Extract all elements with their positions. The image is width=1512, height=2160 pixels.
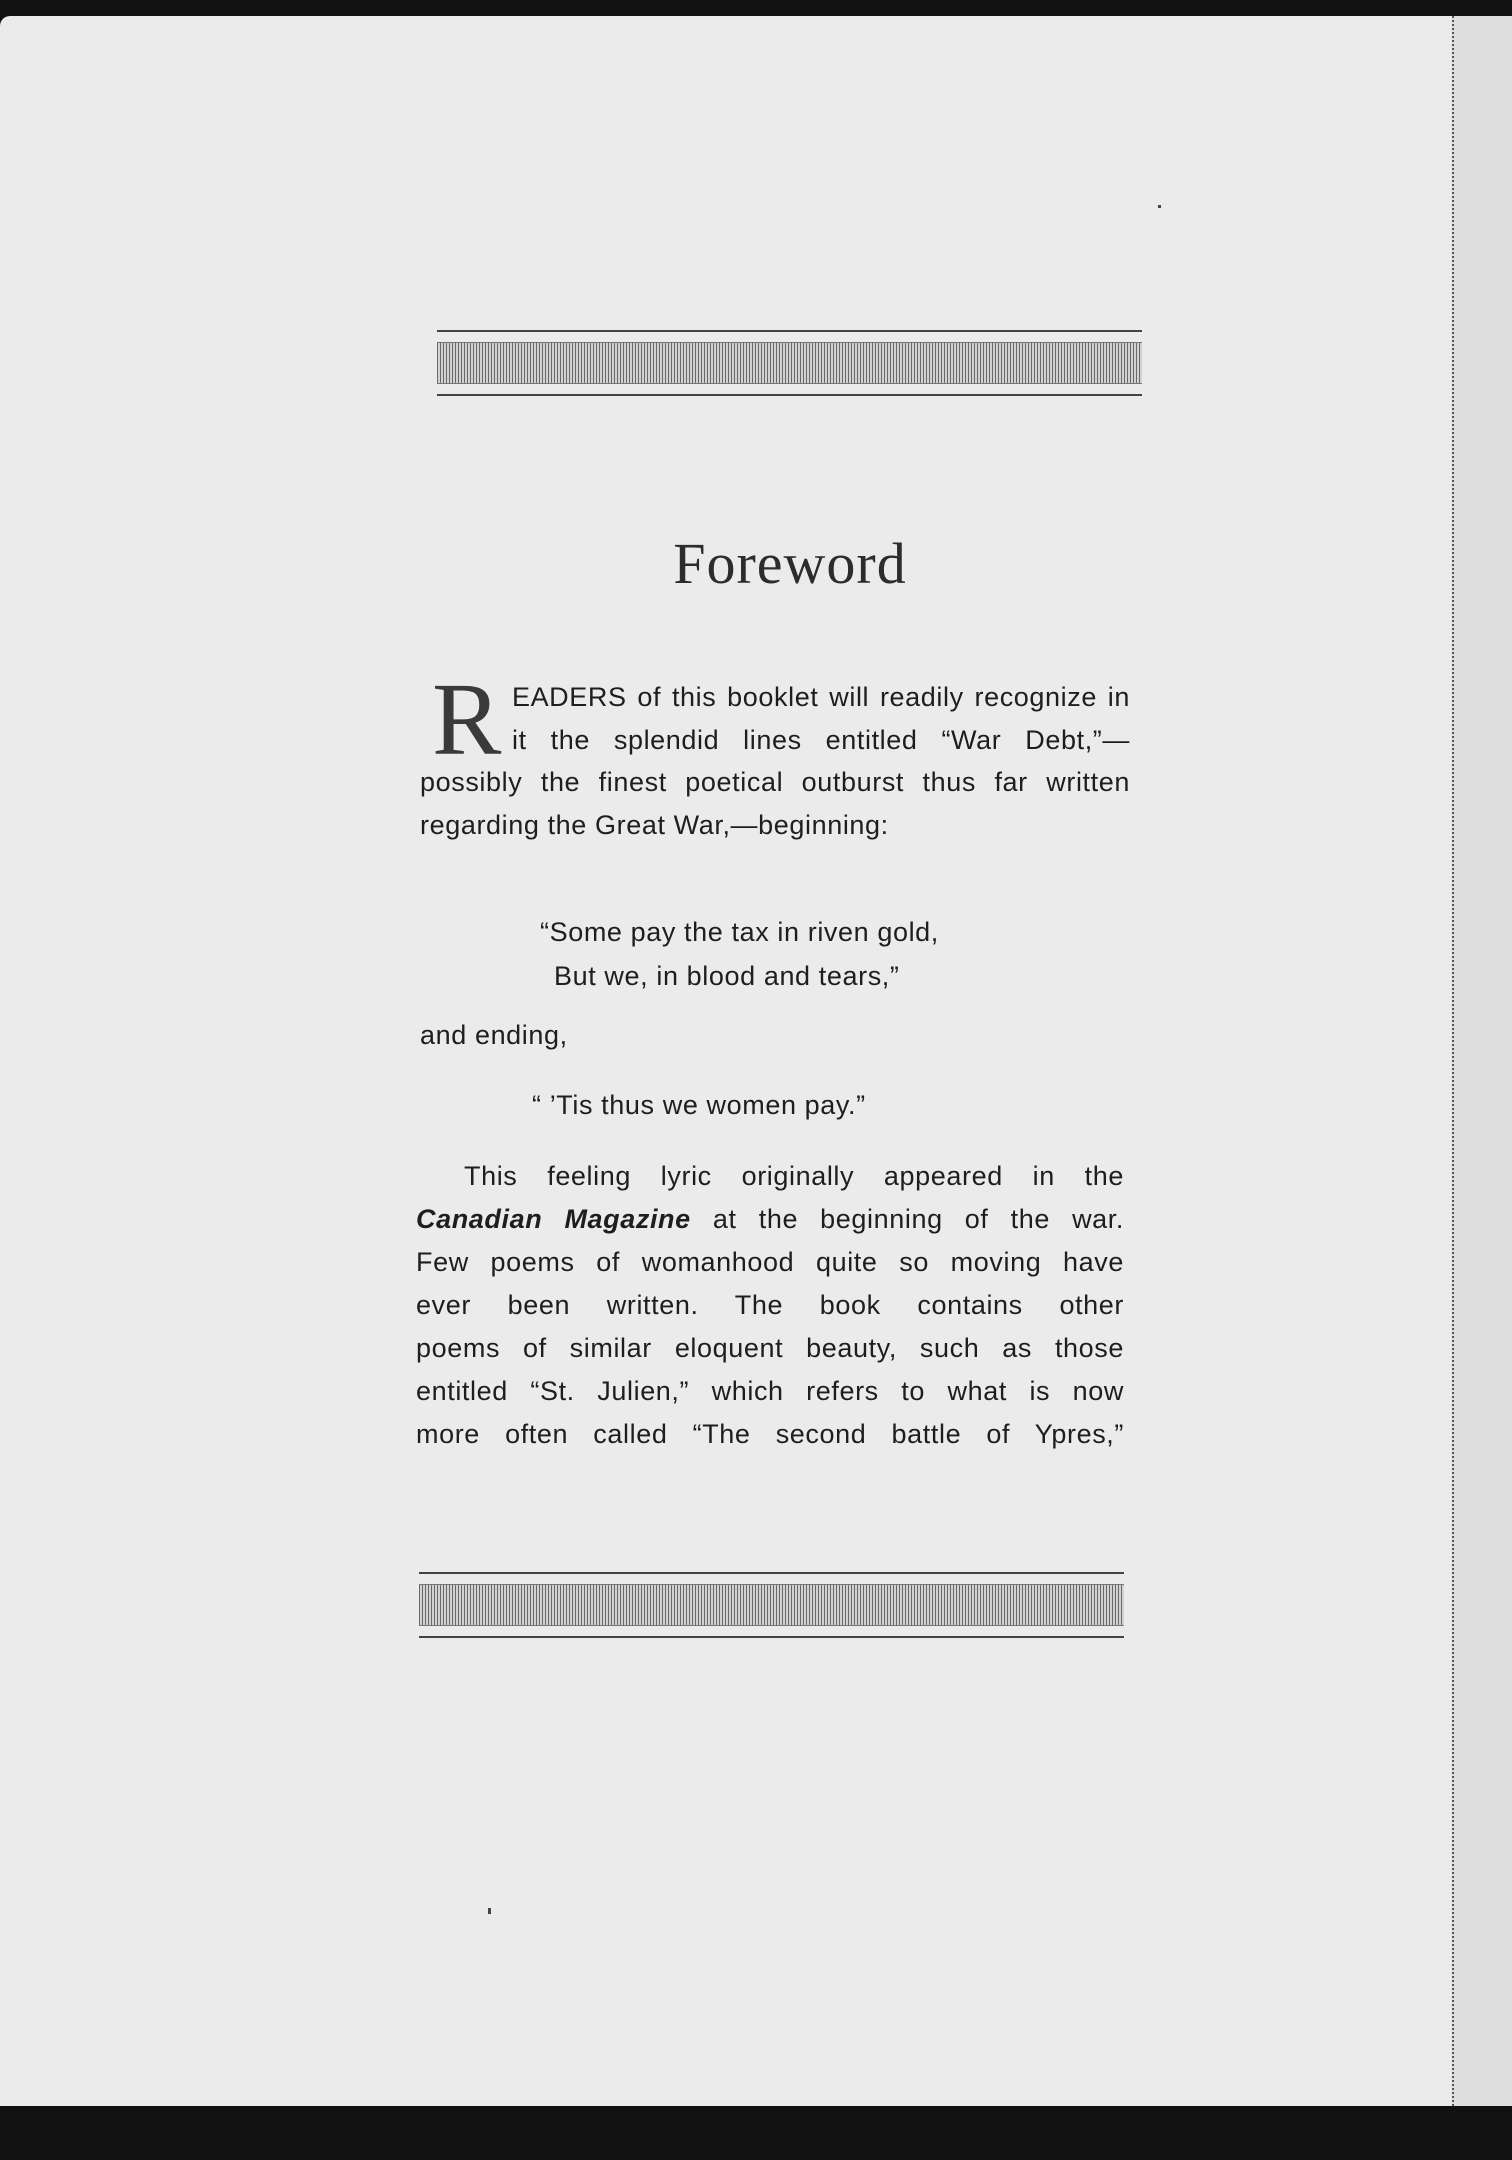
foreword-paragraph-2 xyxy=(416,1155,1124,1456)
top-ornamental-rule xyxy=(437,330,1142,396)
paragraph-1-text: EADERS of this booklet will readily recognize in it the splendid lines entitled “War Debt,”—possibly the finest poetical outburst thus far written regarding the Great War,—beginning: xyxy=(420,682,1130,840)
bottom-ornamental-rule xyxy=(419,1572,1124,1638)
paragraph-2-line: entitled “St. Julien,” which refers to what is now xyxy=(416,1376,1124,1406)
rule-line xyxy=(419,1636,1124,1638)
quote-line-2: But we, in blood and tears,” xyxy=(554,961,900,991)
paragraph-2-line: ever been written. The book contains other xyxy=(416,1290,1124,1320)
foreword-paragraph-1 xyxy=(420,662,1130,846)
paper-speck xyxy=(1158,205,1161,208)
paragraph-2-line: This feeling lyric originally appeared in the xyxy=(464,1161,1124,1191)
rule-line xyxy=(437,330,1142,332)
quote-line-1: “Some pay the tax in riven gold, xyxy=(540,917,939,947)
quote-opening-lines xyxy=(540,910,1100,998)
drop-cap: R xyxy=(432,662,502,777)
and-ending-text: and ending, xyxy=(420,1020,568,1050)
quote-ending-line: “ ’Tis thus we women pay.” xyxy=(532,1090,866,1120)
page-title: Foreword xyxy=(673,531,907,596)
paragraph-2-line: poems of similar eloquent beauty, such as those xyxy=(416,1333,1124,1363)
paragraph-2-line: Few poems of womanhood quite so moving have xyxy=(416,1247,1124,1277)
paragraph-2-line: more often called “The second battle of Ypres,” xyxy=(416,1419,1124,1449)
rule-line xyxy=(419,1572,1124,1574)
rule-line xyxy=(437,394,1142,396)
magazine-title: Canadian Magazine xyxy=(416,1204,691,1234)
hatched-band xyxy=(437,342,1142,384)
hatched-band xyxy=(419,1584,1124,1626)
adjacent-page-edge xyxy=(1452,16,1512,2106)
paper-speck xyxy=(488,1908,491,1914)
paragraph-2-line: Canadian Magazine at the beginning of the war. xyxy=(416,1204,1125,1234)
